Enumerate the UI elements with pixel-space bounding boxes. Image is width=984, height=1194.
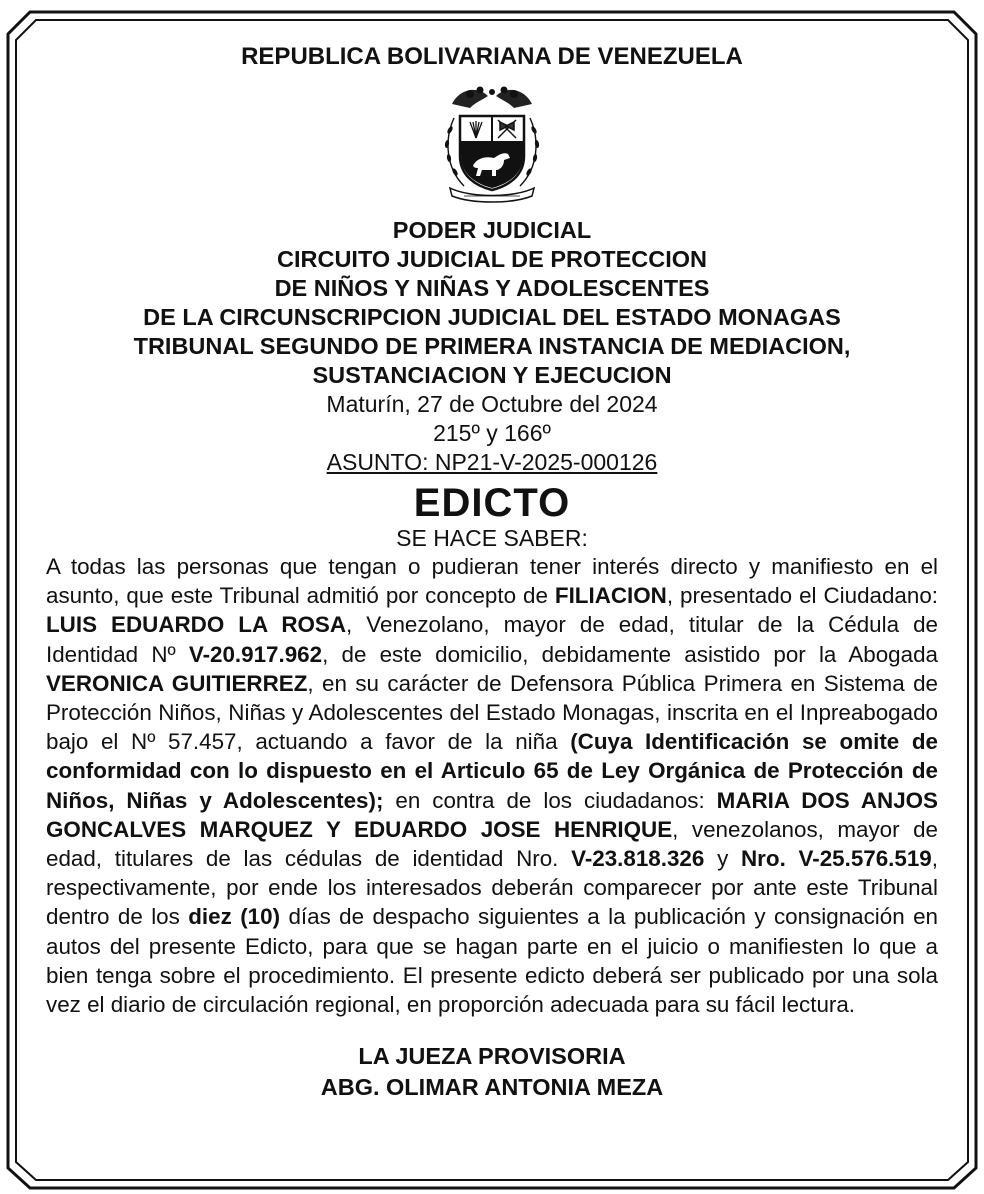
document-subtitle: SE HACE SABER: — [396, 525, 588, 551]
signature-role: LA JUEZA PROVISORIA — [358, 1042, 626, 1069]
body-text-1: A todas las personas que tengan o pudieran tener interés directo y manifiesto en el asunto, que este Tribunal admitió por concepto de — [46, 554, 938, 609]
case-concept: FILIACION — [554, 583, 667, 609]
institution-line-4: DE LA CIRCUNSCRIPCION JUDICIAL DEL ESTADO MONAGAS — [143, 304, 841, 330]
body-text-3: , Venezolano, mayor de edad, titular de la Cédula de Identidad Nº — [46, 612, 938, 667]
case-number: ASUNTO: NP21-V-2025-000126 — [326, 449, 658, 475]
venezuela-coat-of-arms-icon — [430, 82, 554, 208]
edict-body — [46, 552, 938, 1019]
defendant-id-2: Nro. V-25.576.519 — [741, 846, 932, 872]
applicant-id: V-20.917.962 — [188, 641, 323, 667]
place-date: Maturín, 27 de Octubre del 2024 — [326, 391, 658, 417]
defendant-id-1: V-23.818.326 — [571, 846, 705, 872]
institution-line-6: SUSTANCIACION Y EJECUCION — [312, 362, 672, 388]
signature-name: ABG. OLIMAR ANTONIA MEZA — [320, 1073, 664, 1100]
body-text-7: , venezolanos, mayor de edad, titulares de las cédulas de identidad Nro. — [46, 816, 938, 872]
institution-line-5: TRIBUNAL SEGUNDO DE PRIMERA INSTANCIA DE MEDIACION, — [133, 333, 851, 359]
body-text-5: , en su carácter de Defensora Pública Primera en Sistema de Protección Niños, Niñas y Adolescentes del Estado Monagas, inscrita en el Inpreabogado bajo el Nº 57.457, actuando a favor de la niña — [46, 670, 938, 755]
body-text-8: y — [704, 846, 742, 872]
body-text-10: días de despacho siguientes a la publicación y consignación en autos del presente Edicto, para que se hagan parte en el juicio o manifiesten lo que a bien tenga sobre el procedimiento. El presente edicto deberá ser publicado por una sola vez el diario de circulación regional, en proporción adecuada para su fácil lectura. — [46, 904, 938, 1018]
institution-line-2: CIRCUITO JUDICIAL DE PROTECCION — [277, 246, 707, 272]
identity-omitted-note: (Cuya Identificación se omite de conformidad con lo dispuesto en el Articulo 65 de Ley Orgánica de Protección de Niños, Niñas y Adolescentes); — [46, 729, 938, 813]
lawyer-name: VERONICA GUITIERREZ — [46, 670, 308, 696]
years-line: 215º y 166º — [433, 420, 551, 446]
body-text-4: , de este domicilio, debidamente asistido por la Abogada — [322, 641, 938, 667]
applicant-name: LUIS EDUARDO LA ROSA — [46, 612, 347, 638]
institution-line-3: DE NIÑOS Y NIÑAS Y ADOLESCENTES — [274, 275, 710, 301]
country-title: REPUBLICA BOLIVARIANA DE VENEZUELA — [241, 43, 743, 70]
institution-line-1: PODER JUDICIAL — [392, 217, 592, 243]
body-text-2: , presentado el Ciudadano: — [666, 583, 939, 609]
defendants-names: MARIA DOS ANJOS GONCALVES MARQUEZ Y EDUARDO JOSE HENRIQUE — [46, 787, 938, 842]
body-text-9: , respectivamente, por ende los interesados deberán comparecer por ante este Tribunal dentro de los — [46, 846, 938, 930]
body-text-6: en contra de los ciudadanos: — [383, 787, 717, 813]
deadline-days: diez (10) — [188, 904, 281, 930]
edict-content — [46, 42, 938, 1102]
document-title: EDICTO — [413, 481, 571, 525]
